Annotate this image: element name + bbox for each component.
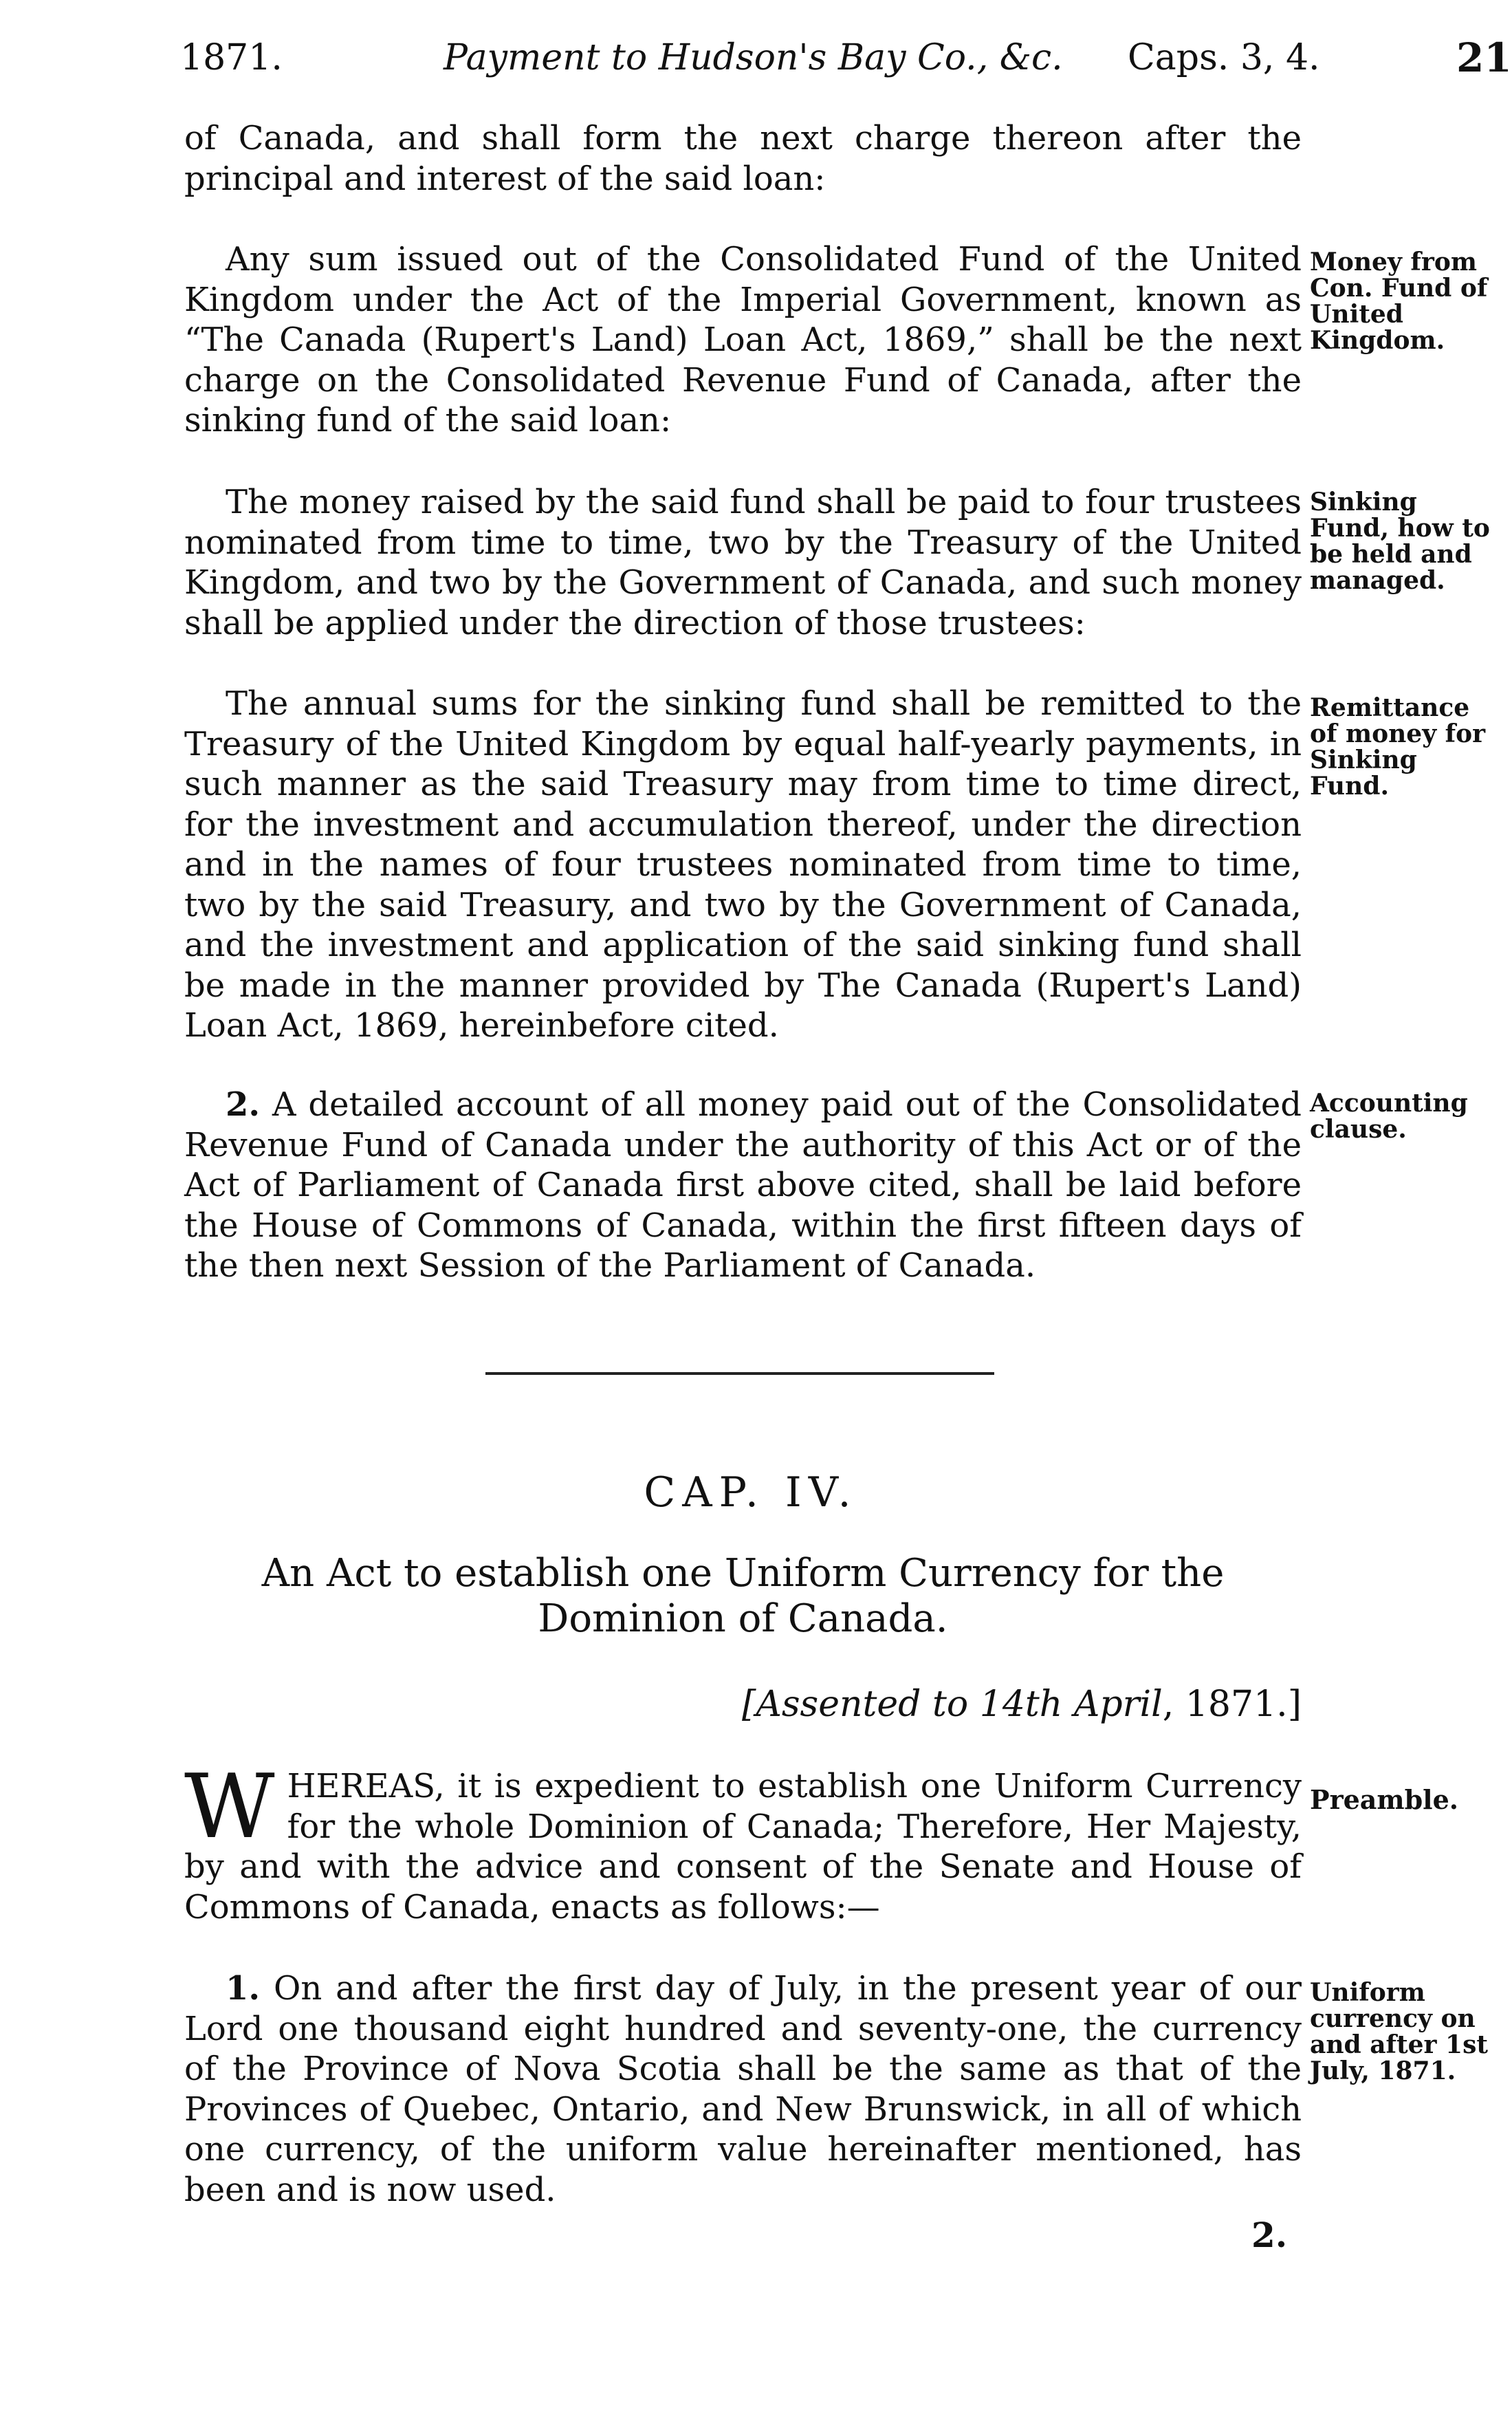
uniform-text: On and after the first day of July, in the present year of our Lord one thousand eight hundred and seventy-one, the currency of the Province of Nova Scotia shall be the same as that of the Provinces of Quebec, Ontario, and New Brunswick, in all of which one currency, of the uniform value hereinafter mentioned, has been and is now used. — [184, 1969, 1302, 2209]
accounting-paragraph — [184, 1085, 1302, 1286]
section-number: 2. — [226, 1085, 261, 1124]
assent-prefix: [Assented to — [742, 1684, 980, 1725]
side-note-uniform-currency: Uniform currency on and after 1st July, 1871. — [1310, 1978, 1488, 2085]
sinking-fund-paragraph: The money raised by the said fund shall be paid to four trustees nominated from time to time, two by the Treasury of the United Kingdom, and two by the Government of Canada, and such money shall be applied under the direction of those trustees: — [184, 483, 1302, 642]
preamble-paragraph — [184, 1756, 1302, 1927]
accounting-text: A detailed account of all money paid out of the Consolidated Revenue Fund of Canada under the authority of this Act or of the Act of Parliament of Canada first above cited, shall be laid before the House of Commons of Canada, within the first fifteen days of the then next Session of the Parliament of Canada. — [184, 1085, 1302, 1285]
assent-date — [742, 1684, 1302, 1725]
remittance-paragraph: The annual sums for the sinking fund shall be remitted to the Treasury of the United Kingdom by equal half-yearly payments, in such manner as the said Treasury may from time to time direct, for the investment and accumulation thereof, under the direction and in the names of four trustees nominated from time to time, two by the said Treasury, and two by the Government of Canada, and the investment and application of the said sinking fund shall be made in the manner provided by The Canada (Rupert's Land) Loan Act, 1869, hereinbefore cited. — [184, 684, 1302, 1045]
header-year: 1871. — [180, 37, 283, 78]
assent-suffix: , 1871.] — [1162, 1684, 1302, 1725]
preamble-text: HEREAS, it is expedient to establish one Uniform Currency for the whole Dominion of Canada; Therefore, Her Majesty, by and with the advice and consent of the Senate and House of Commons of Canada, enacts as follows:— — [184, 1767, 1302, 1926]
header-title: Payment to Hudson's Bay Co., &c. — [443, 37, 1063, 78]
drop-cap: W — [184, 1756, 275, 1858]
chapter-heading: CAP. IV. — [644, 1468, 858, 1517]
catchword: 2. — [1251, 2215, 1288, 2255]
act-title: An Act to establish one Uniform Currency for the Dominion of Canada. — [261, 1551, 1225, 1641]
section-divider — [485, 1372, 994, 1375]
header-chapters: Caps. 3, 4. — [1128, 37, 1320, 78]
uniform-currency-paragraph — [184, 1968, 1302, 2210]
side-note-sinking-fund: Sinking Fund, how to be held and managed. — [1310, 488, 1490, 595]
section-number: 1. — [226, 1969, 261, 2008]
assent-date-value: 14th April — [979, 1684, 1163, 1725]
continuation-paragraph: of Canada, and shall form the next charge thereon after the principal and interest of the said loan: — [184, 119, 1302, 198]
page-number: 21 — [1456, 34, 1512, 81]
money-from-uk-paragraph: Any sum issued out of the Consolidated Fund of the United Kingdom under the Act of the Imperial Government, known as “The Canada (Rupert's Land) Loan Act, 1869,” shall be the next charge on the Consolidated Revenue Fund of Canada, after the sinking fund of the said loan: — [184, 240, 1302, 439]
side-note-remittance: Remittance of money for Sinking Fund. — [1310, 693, 1486, 801]
side-note-accounting: Accounting clause. — [1310, 1089, 1468, 1144]
side-note-money-from-uk: Money from Con. Fund of United Kingdom. — [1310, 248, 1488, 355]
side-note-preamble: Preamble. — [1310, 1784, 1459, 1815]
